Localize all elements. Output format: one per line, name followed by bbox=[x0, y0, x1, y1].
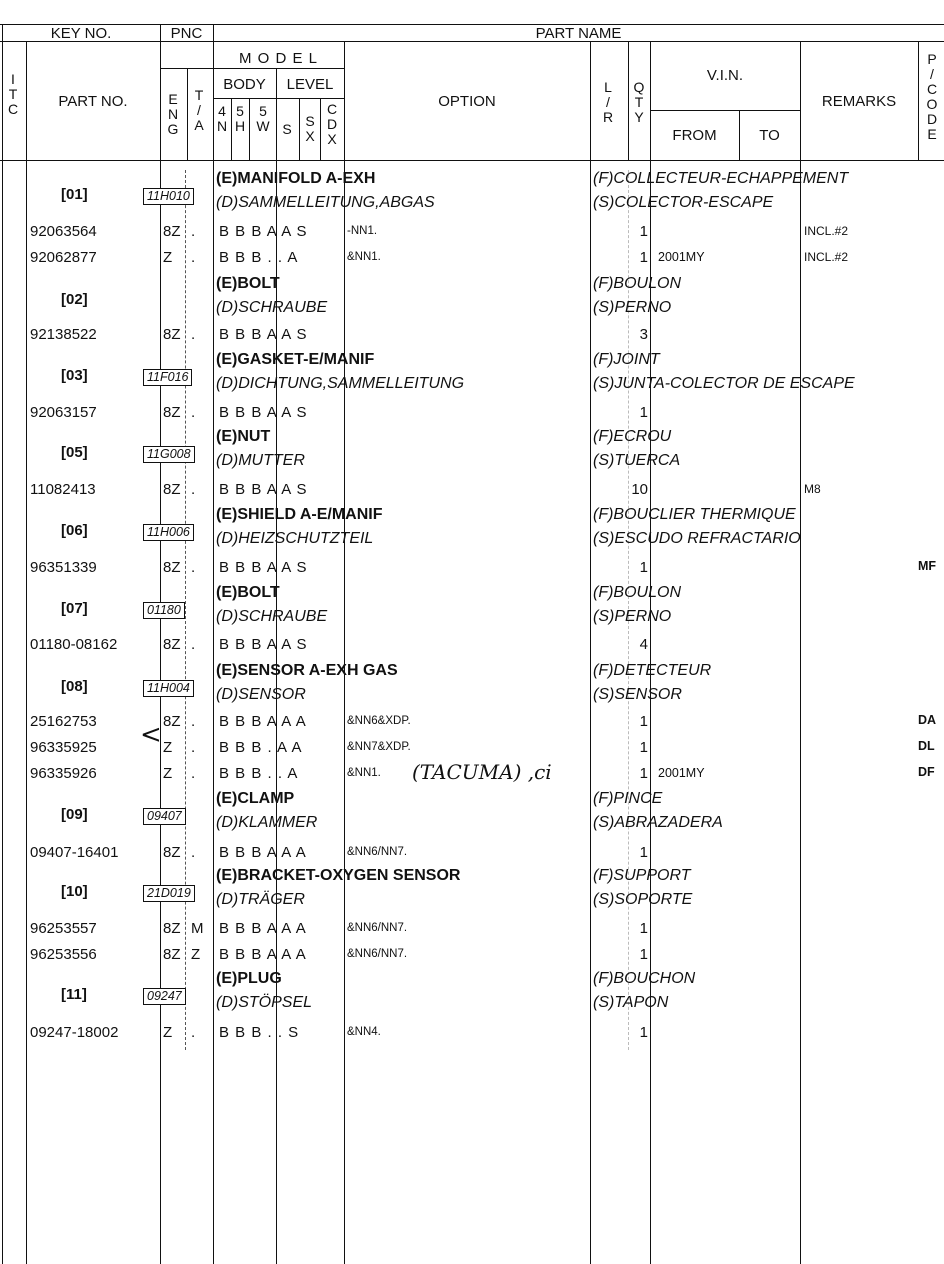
name-english: (E)MANIFOLD A-EXH bbox=[216, 170, 376, 187]
name-spanish: (S)COLECTOR-ESCAPE bbox=[593, 194, 774, 211]
top-rule bbox=[0, 24, 944, 25]
p-code: DA bbox=[918, 713, 937, 727]
key-no-header: KEY NO. bbox=[50, 25, 112, 42]
engine-code: 8Z bbox=[163, 844, 181, 861]
pnc-code: 09247 bbox=[143, 988, 186, 1005]
body-header: BODY bbox=[223, 76, 266, 93]
name-german: (D)HEIZSCHUTZTEIL bbox=[216, 530, 374, 547]
pnc-code: 11F016 bbox=[143, 369, 192, 386]
name-french: (F)COLLECTEUR-ECHAPPEMENT bbox=[593, 170, 849, 187]
col-pnc bbox=[160, 24, 161, 1264]
remarks: INCL.#2 bbox=[804, 224, 849, 238]
col-l2 bbox=[320, 98, 321, 160]
engine-code: 8Z bbox=[163, 946, 181, 963]
level-col-cdx: C D X bbox=[326, 101, 338, 147]
model-header: M O D E L bbox=[238, 50, 318, 67]
key-number: [02] bbox=[61, 291, 88, 308]
transmission-code: . bbox=[191, 739, 196, 756]
engine-code: 8Z bbox=[163, 223, 181, 240]
transmission-code: . bbox=[191, 636, 196, 653]
part-number: 96253556 bbox=[30, 946, 97, 963]
p-code: DF bbox=[918, 765, 935, 779]
pnc-code: 09407 bbox=[143, 808, 186, 825]
key-number: [09] bbox=[61, 806, 88, 823]
quantity: 1 bbox=[639, 249, 648, 266]
part-number: 25162753 bbox=[30, 713, 97, 730]
name-german: (D)SENSOR bbox=[216, 686, 306, 703]
body-sep-eng bbox=[185, 170, 186, 1050]
key-number: [11] bbox=[61, 986, 87, 1003]
transmission-code: . bbox=[191, 481, 196, 498]
vin-header: V.I.N. bbox=[706, 67, 744, 84]
level-col-sx: S X bbox=[305, 113, 315, 144]
name-english: (E)PLUG bbox=[216, 970, 282, 987]
col-vin bbox=[650, 41, 651, 1264]
name-french: (F)BOULON bbox=[593, 584, 681, 601]
name-spanish: (S)SENSOR bbox=[593, 686, 682, 703]
vin-from: 2001MY bbox=[658, 766, 705, 780]
col-left-border bbox=[2, 24, 3, 1264]
part-number: 92063157 bbox=[30, 404, 97, 421]
col-l1 bbox=[299, 98, 300, 160]
quantity: 1 bbox=[639, 920, 648, 937]
name-german: (D)SCHRAUBE bbox=[216, 608, 328, 625]
vin-from-header: FROM bbox=[672, 127, 717, 144]
model-codes: B B B A A S bbox=[219, 404, 308, 421]
option-code: &NN4. bbox=[347, 1026, 381, 1038]
part-number: 09407-16401 bbox=[30, 844, 119, 861]
engine-code: 8Z bbox=[163, 326, 181, 343]
engine-code: Z bbox=[163, 249, 173, 266]
body-col-5w: 5 W bbox=[256, 103, 270, 134]
col-pnc-end bbox=[213, 24, 214, 1264]
name-german: (D)STÖPSEL bbox=[216, 994, 313, 1011]
engine-code: Z bbox=[163, 739, 173, 756]
quantity: 1 bbox=[639, 1024, 648, 1041]
engine-code: 8Z bbox=[163, 713, 181, 730]
part-number: 96335925 bbox=[30, 739, 97, 756]
vin-rule bbox=[650, 110, 800, 111]
col-option bbox=[344, 41, 345, 1264]
transmission-code: . bbox=[191, 1024, 196, 1041]
model-codes: B B B . A A bbox=[219, 739, 303, 756]
name-french: (F)ECROU bbox=[593, 428, 672, 445]
quantity: 1 bbox=[639, 223, 648, 240]
name-french: (F)BOUCHON bbox=[593, 970, 696, 987]
pnc-code: 11G008 bbox=[143, 446, 195, 463]
option-code: -NN1. bbox=[347, 225, 378, 237]
engine-code: 8Z bbox=[163, 636, 181, 653]
name-english: (E)GASKET-E/MANIF bbox=[216, 351, 375, 368]
col-b1 bbox=[231, 98, 232, 160]
lr-header: L / R bbox=[602, 79, 614, 125]
quantity: 1 bbox=[639, 946, 648, 963]
model-codes: B B B A A S bbox=[219, 559, 308, 576]
handwritten-note: (TACUMA) ,ci bbox=[412, 760, 552, 784]
model-codes: B B B . . A bbox=[219, 249, 299, 266]
name-english: (E)BOLT bbox=[216, 584, 280, 601]
remarks: M8 bbox=[804, 482, 821, 496]
name-english: (E)SENSOR A-EXH GAS bbox=[216, 662, 398, 679]
quantity: 4 bbox=[639, 636, 648, 653]
body-col-4n: 4 N bbox=[216, 103, 228, 134]
col-lr bbox=[590, 41, 591, 1264]
transmission-code: . bbox=[191, 765, 196, 782]
key-number: [06] bbox=[61, 522, 88, 539]
name-english: (E)BRACKET-OXYGEN SENSOR bbox=[216, 867, 461, 884]
engine-code: 8Z bbox=[163, 404, 181, 421]
name-english: (E)CLAMP bbox=[216, 790, 295, 807]
quantity: 1 bbox=[639, 844, 648, 861]
part-number: 92138522 bbox=[30, 326, 97, 343]
ta-header: T / A bbox=[194, 87, 204, 133]
transmission-code: Z bbox=[191, 946, 201, 963]
pnc-code: 11H004 bbox=[143, 680, 194, 697]
vin-from: 2001MY bbox=[658, 250, 705, 264]
transmission-code: M bbox=[191, 920, 204, 937]
engine-code: 8Z bbox=[163, 481, 181, 498]
model-codes: B B B . . S bbox=[219, 1024, 300, 1041]
name-french: (F)DETECTEUR bbox=[593, 662, 712, 679]
key-number: [03] bbox=[61, 367, 88, 384]
option-code: &NN7&XDP. bbox=[347, 741, 411, 753]
name-french: (F)BOULON bbox=[593, 275, 681, 292]
model-codes: B B B . . A bbox=[219, 765, 299, 782]
name-english: (E)BOLT bbox=[216, 275, 280, 292]
part-number: 11082413 bbox=[30, 481, 96, 498]
part-number: 01180-08162 bbox=[30, 636, 118, 653]
part-number: 96253557 bbox=[30, 920, 97, 937]
name-english: (E)NUT bbox=[216, 428, 271, 445]
eng-header: E N G bbox=[167, 91, 179, 137]
name-german: (D)MUTTER bbox=[216, 452, 305, 469]
engine-code: 8Z bbox=[163, 920, 181, 937]
engine-code: Z bbox=[163, 1024, 173, 1041]
name-spanish: (S)SOPORTE bbox=[593, 891, 693, 908]
name-french: (F)BOUCLIER THERMIQUE bbox=[593, 506, 796, 523]
remarks-header: REMARKS bbox=[821, 93, 897, 110]
name-spanish: (S)PERNO bbox=[593, 299, 672, 316]
transmission-code: . bbox=[191, 844, 196, 861]
name-french: (F)JOINT bbox=[593, 351, 660, 368]
name-spanish: (S)TAPON bbox=[593, 994, 669, 1011]
qty-header: Q T Y bbox=[633, 79, 645, 125]
pnc-code: 21D019 bbox=[143, 885, 195, 902]
pnc-code: 11H006 bbox=[143, 524, 194, 541]
pnc-header: PNC bbox=[170, 25, 203, 42]
engine-code: Z bbox=[163, 765, 173, 782]
key-number: [10] bbox=[61, 883, 88, 900]
key-number: [08] bbox=[61, 678, 88, 695]
level-header: LEVEL bbox=[286, 76, 334, 93]
quantity: 1 bbox=[639, 765, 648, 782]
model-codes: B B B A A S bbox=[219, 636, 308, 653]
handwritten-mark: < bbox=[140, 720, 162, 750]
name-french: (F)SUPPORT bbox=[593, 867, 691, 884]
col-b2 bbox=[249, 98, 250, 160]
name-german: (D)KLAMMER bbox=[216, 814, 318, 831]
model-codes: B B B A A S bbox=[219, 326, 308, 343]
itc-header: I T C bbox=[7, 71, 19, 117]
quantity: 3 bbox=[639, 326, 648, 343]
model-codes: B B B A A S bbox=[219, 481, 308, 498]
remarks: INCL.#2 bbox=[804, 250, 849, 264]
key-number: [01] bbox=[61, 186, 88, 203]
part-no-header: PART NO. bbox=[58, 93, 128, 110]
p-code: DL bbox=[918, 739, 935, 753]
name-german: (D)SCHRAUBE bbox=[216, 299, 328, 316]
part-number: 09247-18002 bbox=[30, 1024, 119, 1041]
option-code: &NN1. bbox=[347, 251, 381, 263]
p-code: MF bbox=[918, 559, 937, 573]
option-code: &NN6&XDP. bbox=[347, 715, 411, 727]
option-code: &NN6/NN7. bbox=[347, 948, 408, 960]
name-spanish: (S)PERNO bbox=[593, 608, 672, 625]
part-number: 92063564 bbox=[30, 223, 97, 240]
col-remarks bbox=[800, 41, 801, 1264]
model-codes: B B B A A A bbox=[219, 713, 307, 730]
quantity: 10 bbox=[631, 481, 648, 498]
level-col-s: S bbox=[282, 121, 292, 137]
body-level-rule bbox=[213, 98, 344, 99]
name-german: (D)TRÄGER bbox=[216, 891, 305, 908]
key-number: [07] bbox=[61, 600, 88, 617]
body-col-5h: 5 H bbox=[234, 103, 246, 134]
quantity: 1 bbox=[639, 713, 648, 730]
name-spanish: (S)TUERCA bbox=[593, 452, 681, 469]
pnc-code: 01180 bbox=[143, 602, 185, 619]
name-spanish: (S)ESCUDO REFRACTARIO bbox=[593, 530, 801, 547]
transmission-code: . bbox=[191, 559, 196, 576]
header-rule-bottom bbox=[0, 160, 944, 161]
quantity: 1 bbox=[639, 739, 648, 756]
part-number: 96335926 bbox=[30, 765, 97, 782]
transmission-code: . bbox=[191, 713, 196, 730]
col-eng-ta bbox=[187, 68, 188, 160]
name-french: (F)PINCE bbox=[593, 790, 663, 807]
name-german: (D)DICHTUNG,SAMMELLEITUNG bbox=[216, 375, 465, 392]
header-rule-1 bbox=[0, 41, 944, 42]
transmission-code: . bbox=[191, 404, 196, 421]
model-codes: B B B A A A bbox=[219, 844, 307, 861]
transmission-code: . bbox=[191, 223, 196, 240]
quantity: 1 bbox=[639, 404, 648, 421]
col-itc bbox=[26, 41, 27, 1264]
name-german: (D)SAMMELLEITUNG,ABGAS bbox=[216, 194, 435, 211]
pnc-code: 11H010 bbox=[143, 188, 194, 205]
option-code: &NN6/NN7. bbox=[347, 922, 408, 934]
part-number: 96351339 bbox=[30, 559, 97, 576]
part-name-header: PART NAME bbox=[535, 25, 622, 42]
part-number: 92062877 bbox=[30, 249, 97, 266]
vin-to-header: TO bbox=[759, 127, 780, 144]
transmission-code: . bbox=[191, 249, 196, 266]
name-spanish: (S)JUNTA-COLECTOR DE ESCAPE bbox=[593, 375, 855, 392]
quantity: 1 bbox=[639, 559, 648, 576]
col-pcode bbox=[918, 41, 919, 160]
col-qty bbox=[628, 41, 629, 160]
engine-code: 8Z bbox=[163, 559, 181, 576]
model-codes: B B B A A S bbox=[219, 223, 308, 240]
key-number: [05] bbox=[61, 444, 88, 461]
option-header: OPTION bbox=[438, 93, 496, 110]
option-code: &NN6/NN7. bbox=[347, 846, 408, 858]
pcode-header: P / C O D E bbox=[926, 51, 938, 142]
model-codes: B B B A A A bbox=[219, 946, 307, 963]
model-codes: B B B A A A bbox=[219, 920, 307, 937]
option-code: &NN1. bbox=[347, 767, 381, 779]
name-spanish: (S)ABRAZADERA bbox=[593, 814, 723, 831]
name-english: (E)SHIELD A-E/MANIF bbox=[216, 506, 383, 523]
transmission-code: . bbox=[191, 326, 196, 343]
